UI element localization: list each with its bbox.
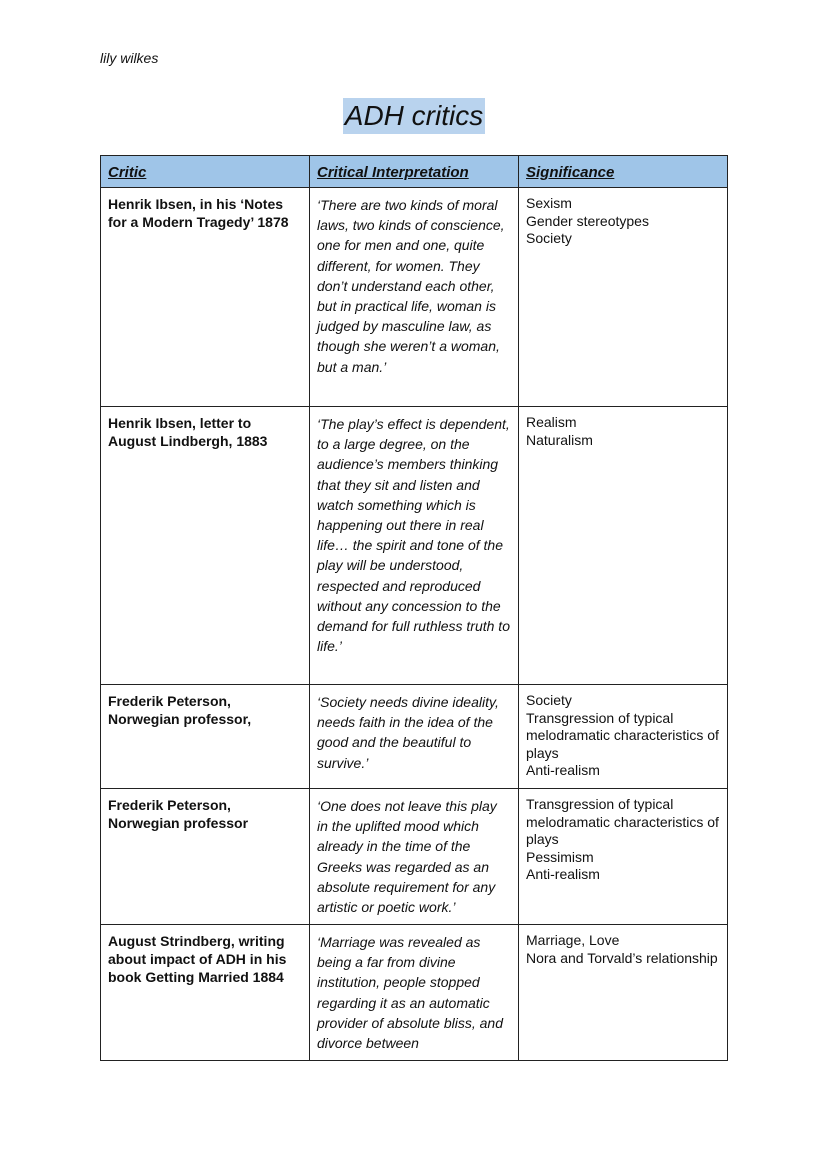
significance-item: Anti-realism	[526, 762, 600, 778]
significance-item: Sexism	[526, 195, 572, 211]
critics-table	[100, 155, 728, 1061]
title-container	[0, 98, 828, 134]
interpretation-cell: ‘There are two kinds of moral laws, two kinds of conscience, one for men and one, quite different, for women. They don’t understand each other, but in practical life, woman is judged by masculine law, as though she weren’t a woman, but a man.’	[310, 188, 519, 407]
significance-item: Nora and Torvald’s relationship	[526, 949, 718, 966]
header-critic: Critic	[101, 156, 310, 188]
table-row	[101, 188, 728, 407]
interpretation-cell: ‘Marriage was revealed as being a far from divine institution, people stopped regarding it as an automatic provider of absolute bliss, and divorce between	[310, 925, 519, 1061]
significance-item: Gender stereotypes	[526, 212, 649, 229]
significance-cell	[519, 188, 728, 407]
critic-cell: Frederik Peterson, Norwegian professor,	[101, 685, 310, 789]
author-name: lily wilkes	[100, 50, 159, 66]
interpretation-cell: ‘One does not leave this play in the uplifted mood which already in the time of the Greeks was regarded as an absolute requirement for any artistic or poetic work.’	[310, 789, 519, 925]
table-row	[101, 789, 728, 925]
critic-cell: Henrik Ibsen, in his ‘Notes for a Modern Tragedy’ 1878	[101, 188, 310, 407]
significance-item: Pessimism	[526, 848, 594, 865]
table-row	[101, 685, 728, 789]
significance-item: Society	[526, 230, 572, 246]
significance-item: Society	[526, 692, 572, 708]
critic-cell: Henrik Ibsen, letter to August Lindbergh, 1883	[101, 407, 310, 685]
significance-item: Transgression of typical melodramatic characteristics of plays	[526, 709, 719, 761]
header-significance: Significance	[519, 156, 728, 188]
interpretation-cell: ‘The play’s effect is dependent, to a large degree, on the audience’s members thinking that they sit and listen and watch something which is happening out there in real life… the spirit and tone of the play will be understood, respected and reproduced without any concession to the demand for full ruthless truth to life.’	[310, 407, 519, 685]
significance-item: Realism	[526, 414, 577, 430]
significance-item: Transgression of typical melodramatic characteristics of plays	[526, 796, 719, 847]
significance-cell	[519, 789, 728, 925]
significance-item: Naturalism	[526, 431, 593, 448]
interpretation-cell: ‘Society needs divine ideality, needs faith in the idea of the good and the beautiful to survive.’	[310, 685, 519, 789]
table-row	[101, 925, 728, 1061]
page-title: ADH critics	[343, 98, 485, 134]
critic-cell: August Strindberg, writing about impact of ADH in his book Getting Married 1884	[101, 925, 310, 1061]
significance-cell	[519, 407, 728, 685]
table-row	[101, 407, 728, 685]
significance-item: Marriage, Love	[526, 932, 620, 948]
significance-item: Anti-realism	[526, 866, 600, 882]
significance-cell	[519, 685, 728, 789]
significance-cell	[519, 925, 728, 1061]
table-header-row	[101, 156, 728, 188]
critic-cell: Frederik Peterson, Norwegian professor	[101, 789, 310, 925]
header-critical-interpretation: Critical Interpretation	[310, 156, 519, 188]
